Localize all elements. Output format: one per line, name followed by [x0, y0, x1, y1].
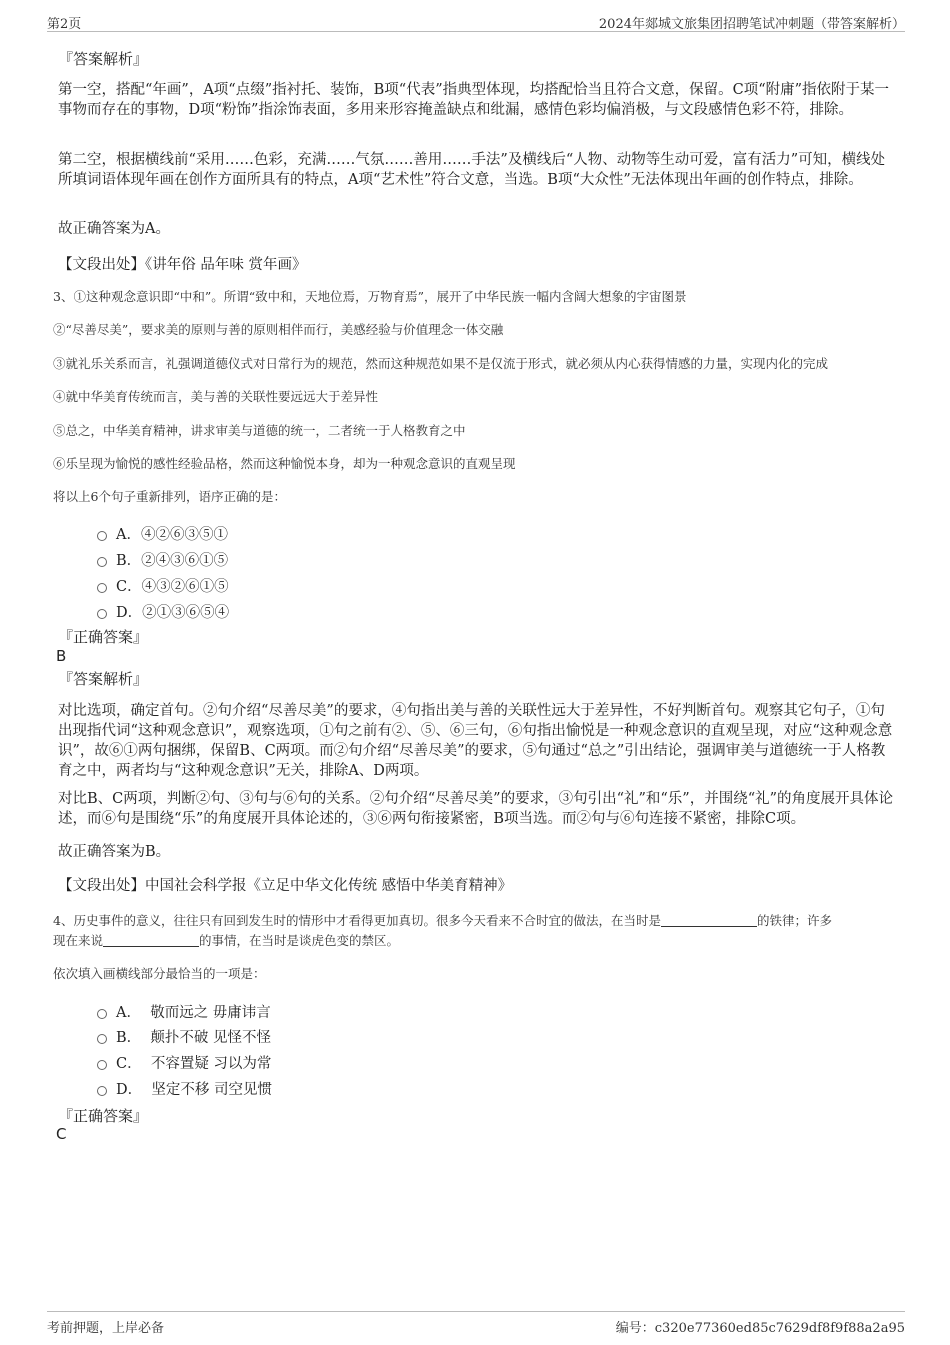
option-d[interactable]	[97, 601, 229, 622]
option-text: ④②⑥③⑤①	[140, 527, 228, 543]
question-stem-line2	[53, 931, 399, 949]
fill-blank	[103, 935, 199, 947]
analysis-label: 『答案解析』	[58, 670, 149, 688]
option-letter: D．	[116, 1082, 143, 1098]
option-d[interactable]	[97, 1078, 272, 1099]
option-text: 不容置疑 习以为常	[150, 1056, 272, 1072]
option-a[interactable]	[97, 523, 228, 544]
option-letter: A．	[116, 527, 141, 543]
radio-icon[interactable]	[97, 1009, 107, 1019]
question-prompt: 依次填入画横线部分最恰当的一项是：	[53, 966, 266, 981]
analysis-paragraph: 对比选项，确定首句。②句介绍“尽善尽美”的要求，④句指出美与善的关联性远大于差异性，不好判断首句。观察其它句子，①句出现指代词“这种观念意识”，观察选项，①句之前有②、⑤、⑥三句，⑥句指出愉悦是一种观念意识的直观呈现，对应“这种观念意识”，故⑥①两句捆绑，保留B、C两项。而②句介绍“尽善尽美”的要求，⑤句通过“总之”引出结论，强调审美与道德统一于人格教育之中，两者均与“这种观念意识”无关，排除A、D两项。	[58, 703, 893, 779]
question-prompt: 将以上6个句子重新排列，语序正确的是：	[53, 489, 286, 504]
radio-icon[interactable]	[97, 531, 107, 541]
radio-icon[interactable]	[97, 1034, 107, 1044]
option-text: 颠扑不破 见怪不怪	[150, 1030, 271, 1046]
stem-text: 的铁律；许多	[756, 913, 832, 928]
question-sentence: 3、①这种观念意识即“中和”。所谓“致中和，天地位焉，万物育焉”，展开了中华民族一幅内含阔大想象的宇宙图景	[53, 289, 687, 304]
analysis-label: 『答案解析』	[58, 50, 149, 68]
stem-text: 的事情，在当时是谈虎色变的禁区。	[199, 933, 400, 948]
conclusion: 故正确答案为A。	[58, 221, 170, 237]
footer-slogan: 考前押题，上岸必备	[47, 1321, 165, 1336]
option-text: 敬而远之 毋庸讳言	[150, 1005, 271, 1021]
question-sentence: ②“尽善尽美”，要求美的原则与善的原则相伴而行，美感经验与价值理念一体交融	[53, 322, 504, 337]
stem-text: 4、历史事件的意义，往往只有回到发生时的情形中才看得更加真切。很多今天看来不合时宜的做法，在当时是	[53, 913, 661, 928]
analysis-paragraph: 第二空，根据横线前“采用……色彩，充满……气氛……善用……手法”及横线后“人物、动物等生动可爱，富有活力”可知，横线处所填词语体现年画在创作方面所具有的特点，A项“艺术性”符合文意，当选。B项“大众性”无法体现出年画的创作特点，排除。	[58, 152, 886, 188]
question-sentence: ④就中华美育传统而言，美与善的关联性要远远大于差异性	[53, 389, 379, 404]
document-title: 2024年郯城文旅集团招聘笔试冲刺题（带答案解析）	[598, 17, 905, 32]
option-c[interactable]	[97, 1052, 271, 1073]
question-stem-line1	[53, 911, 832, 929]
radio-icon[interactable]	[97, 1060, 107, 1070]
document-code: 编号：c320e77360ed85c7629df8f9f88a2a95	[615, 1321, 905, 1336]
option-text: ④③②⑥①⑤	[141, 579, 229, 595]
option-c[interactable]	[97, 575, 229, 596]
source-note: 【文段出处】《讲年俗 品年味 赏年画》	[58, 257, 307, 273]
question-sentence: ⑤总之，中华美育精神，讲求审美与道德的统一，二者统一于人格教育之中	[53, 423, 466, 438]
question-sentence: ⑥乐呈现为愉悦的感性经验品格，然而这种愉悦本身，却为一种观念意识的直观呈现	[53, 456, 516, 471]
question-sentence: ③就礼乐关系而言，礼强调道德仪式对日常行为的规范，然而这种规范如果不是仅流于形式，就必须从内心获得情感的力量，实现内化的完成	[53, 356, 829, 371]
option-b[interactable]	[97, 1026, 271, 1047]
radio-icon[interactable]	[97, 557, 107, 567]
analysis-paragraph: 对比B、C两项，判断②句、③句与⑥句的关系。②句介绍“尽善尽美”的要求，③句引出“礼”和“乐”，并围绕“礼”的角度展开具体论述，而⑥句是围绕“乐”的角度展开具体论述的，③⑥两句衔接紧密，B项当选。而②句与⑥句连接不紧密，排除C项。	[58, 791, 894, 827]
page-header	[47, 10, 905, 32]
page-footer	[47, 1311, 905, 1335]
option-text: 坚定不移 司空见惯	[151, 1082, 272, 1098]
radio-icon[interactable]	[97, 1086, 107, 1096]
source-note: 【文段出处】中国社会科学报《立足中华文化传统 感悟中华美育精神》	[58, 878, 513, 894]
correct-answer-label: 『正确答案』	[58, 1107, 149, 1125]
option-a[interactable]	[97, 1001, 271, 1022]
option-text: ②①③⑥⑤④	[142, 605, 230, 621]
stem-text: 现在来说	[53, 933, 104, 948]
option-letter: C．	[116, 1056, 142, 1072]
option-letter: B．	[116, 553, 142, 569]
analysis-paragraph: 第一空，搭配“年画”，A项“点缀”指衬托、装饰，B项“代表”指典型体现，均搭配恰当且符合文意，保留。C项“附庸”指依附于某一事物而存在的事物，D项“粉饰”指涂饰表面，多用来形容掩盖缺点和纰漏，感情色彩均偏消极，与文段感情色彩不符，排除。	[58, 82, 890, 118]
option-b[interactable]	[97, 549, 228, 570]
radio-icon[interactable]	[97, 609, 107, 619]
correct-answer: B	[56, 647, 67, 665]
correct-answer: C	[56, 1125, 67, 1143]
option-letter: A．	[116, 1005, 141, 1021]
option-text: ②④③⑥①⑤	[141, 553, 229, 569]
page-number: 第2页	[47, 17, 82, 32]
fill-blank	[661, 915, 757, 927]
correct-answer-label: 『正确答案』	[58, 628, 149, 646]
option-letter: B．	[116, 1030, 142, 1046]
conclusion: 故正确答案为B。	[58, 844, 171, 860]
option-letter: C．	[116, 579, 142, 595]
radio-icon[interactable]	[97, 583, 107, 593]
option-letter: D．	[116, 605, 143, 621]
